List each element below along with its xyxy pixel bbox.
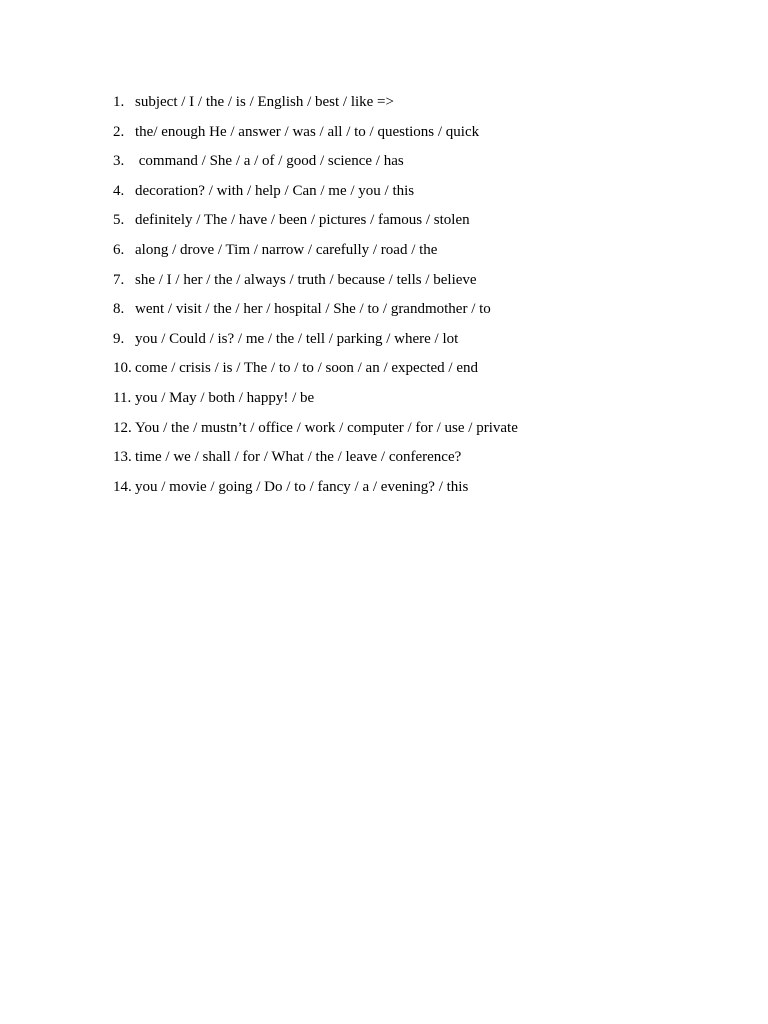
item-number: 14. — [113, 478, 132, 495]
exercise-item — [113, 122, 713, 152]
exercise-item — [113, 299, 713, 329]
item-text: definitely / The / have / been / pictures / famous / stolen — [135, 212, 470, 229]
exercise-item — [113, 447, 713, 477]
exercise-item — [113, 210, 713, 240]
item-text: you / May / both / happy! / be — [135, 389, 315, 406]
exercise-item — [113, 151, 713, 181]
item-number: 13. — [113, 449, 132, 466]
item-text: come / crisis / is / The / to / to / soon / an / expected / end — [135, 360, 478, 377]
exercise-item — [113, 388, 713, 418]
item-number: 1. — [113, 94, 125, 110]
item-text: you / movie / going / Do / to / fancy / a / evening? / this — [135, 478, 469, 495]
item-number: 8. — [113, 301, 125, 318]
item-number: 2. — [113, 123, 125, 140]
exercise-item — [113, 358, 713, 388]
item-number: 11. — [113, 389, 132, 406]
item-text: you / Could / is? / me / the / tell / parking / where / lot — [135, 330, 459, 347]
exercise-item — [113, 181, 713, 211]
exercise-item — [113, 418, 713, 448]
exercise-list — [113, 92, 713, 506]
item-text: subject / I / the / is / English / best / like => — [135, 94, 394, 110]
item-number: 6. — [113, 241, 125, 258]
item-text: along / drove / Tim / narrow / carefully / road / the — [135, 241, 438, 258]
item-number: 3. — [113, 153, 125, 170]
item-text: You / the / mustn’t / office / work / computer / for / use / private — [135, 419, 518, 436]
exercise-item — [113, 270, 713, 300]
item-text: command / She / a / of / good / science / has — [135, 153, 404, 170]
exercise-item — [113, 477, 713, 507]
item-number: 10. — [113, 360, 132, 377]
item-number: 4. — [113, 182, 125, 199]
item-number: 5. — [113, 212, 125, 229]
item-text: the/ enough He / answer / was / all / to / questions / quick — [135, 123, 480, 140]
item-text: decoration? / with / help / Can / me / you / this — [135, 182, 415, 199]
exercise-item — [113, 329, 713, 359]
exercise-item — [113, 92, 713, 122]
item-number: 9. — [113, 330, 125, 347]
item-text: time / we / shall / for / What / the / leave / conference? — [135, 449, 462, 466]
item-number: 12. — [113, 419, 132, 436]
exercise-item — [113, 240, 713, 270]
item-number: 7. — [113, 271, 125, 288]
item-text: she / I / her / the / always / truth / because / tells / believe — [135, 271, 477, 288]
item-text: went / visit / the / her / hospital / She / to / grandmother / to — [135, 301, 491, 318]
